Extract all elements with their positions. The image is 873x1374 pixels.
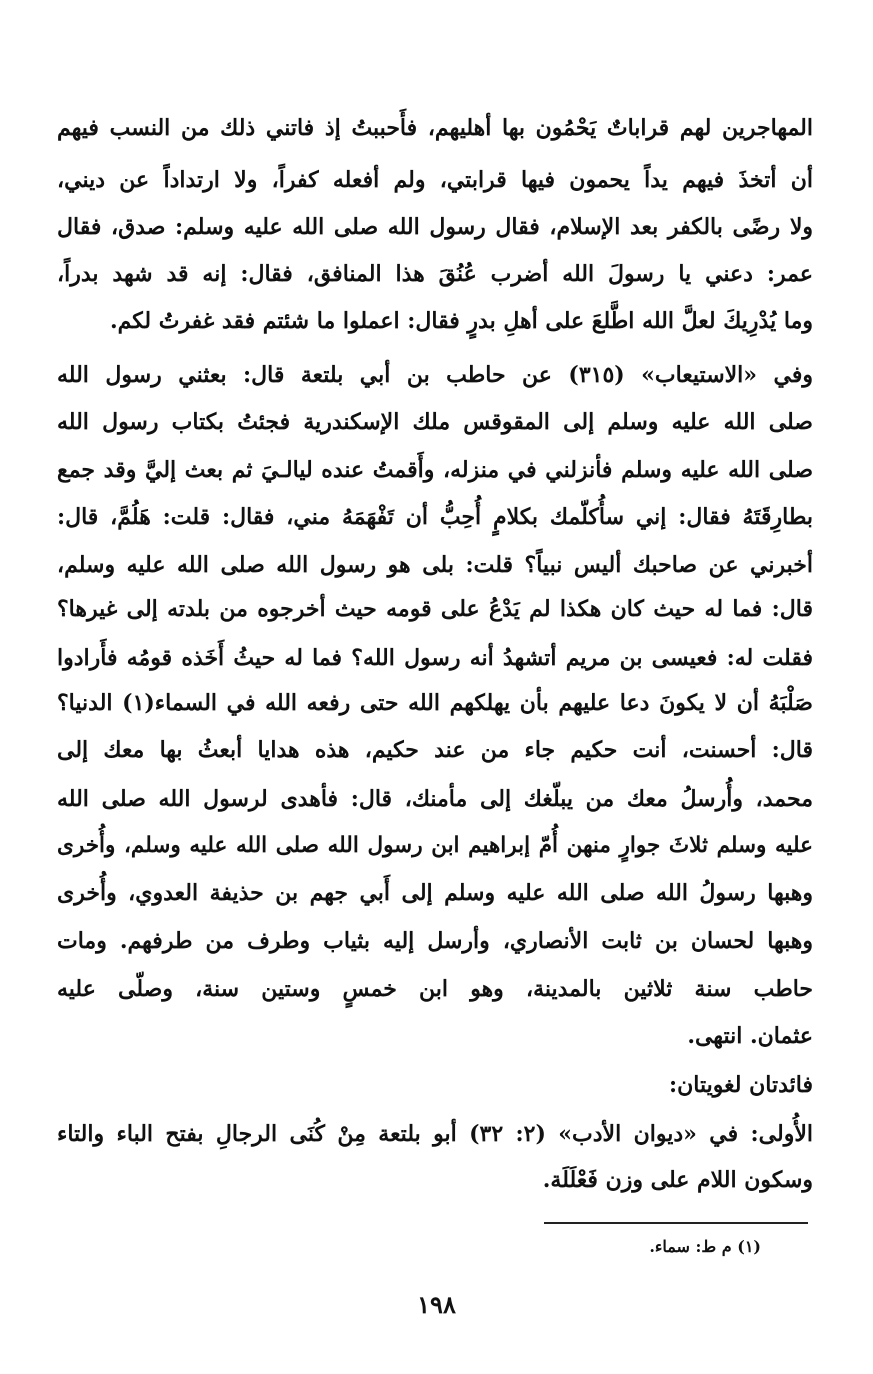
text-line: وهبها رسولُ الله صلى الله عليه وسلم إلى أَبي جهم بن حذيفة العدوي، وأُخرى	[57, 880, 813, 906]
text-line: الأُولى: في «ديوان الأدب» (٢: ٣٢) أبو بلتعة مِنْ كُنَى الرجالِ بفتح الباء والتاء	[57, 1121, 813, 1147]
text-line: وفي «الاستيعاب» (٣١٥) عن حاطب بن أبي بلتعة قال: بعثني رسول الله	[57, 362, 813, 388]
text-line: عليه وسلم ثلاثَ جوارٍ منهن أُمّ إبراهيم ابن رسول الله صلى الله عليه وسلم، وأُخرى	[57, 833, 813, 858]
text-line: عثمان. انتهى.	[687, 1023, 813, 1049]
text-line: ولا رضًى بالكفر بعد الإسلام، فقال رسول الله صلى الله عليه وسلم: صدق، فقال	[57, 214, 813, 240]
text-line: حاطب سنة ثلاثين بالمدينة، وهو ابن خمسٍ وستين سنة، وصلّى عليه	[57, 976, 813, 1002]
text-line: قال: فما له حيث كان هكذا لم يَدْعُ على قومه حيث أخرجوه من بلدته إلى غيرها؟	[57, 596, 813, 622]
text-line: صَلْبَهُ أن لا يكونَ دعا عليهم بأن يهلكهم الله حتى رفعه الله في السماء(١) الدنيا؟	[57, 690, 813, 716]
text-line: محمد، وأُرسلُ معك من يبلّغك إلى مأمنك، قال: فأهدى لرسول الله صلى الله	[57, 786, 813, 812]
text-line: وسكون اللام على وزن فَعْلَلَة.	[542, 1167, 813, 1193]
text-line: صلى الله عليه وسلم فأنزلني في منزله، وأَقمتُ عنده ليالـيَ ثم بعث إليَّ وقد جمع	[57, 457, 813, 483]
text-line: أخبرني عن صاحبك أليس نبياً؟ قلت: بلى هو رسول الله صلى الله عليه وسلم،	[57, 552, 813, 578]
text-line: فقلت له: فعيسى بن مريم أتشهدُ أنه رسول الله؟ فما له حيثُ أَخَذه قومُه فأَرادوا	[57, 645, 813, 671]
text-line: المهاجرين لهم قراباتٌ يَحْمُون بها أهليهم، فأَحببتُ إذ فاتني ذلك من النسب فيهم	[57, 115, 813, 141]
text-line: عمر: دعني يا رسولَ الله أضرب عُنُقَ هذا المنافق، فقال: إنه قد شهد بدراً،	[57, 261, 813, 287]
text-line: أن أتخذَ فيهم يداً يحمون فيها قرابتي، ولم أفعله كفراً، ولا ارتداداً عن ديني،	[57, 167, 813, 193]
text-line: وما يُدْرِيكَ لعلَّ الله اطَّلعَ على أهلِ بدرٍ فقال: اعملوا ما شئتم فقد غفرتُ لكم.	[109, 308, 813, 334]
section-heading: فائدتان لغويتان:	[669, 1072, 813, 1098]
footnote: (١) م ط: سماء.	[649, 1237, 761, 1256]
text-line: بطارِقَتَهُ فقال: إني سأُكلّمك بكلامٍ أُحِبُّ أن تَفْهَمَهُ مني، فقال: قلت: هَلُمَّ، قال:	[57, 504, 813, 530]
footnote-divider	[544, 1222, 808, 1224]
page-number: ١٩٨	[417, 1290, 456, 1319]
text-line: وهبها لحسان بن ثابت الأنصاري، وأرسل إليه بثياب وطرف من طرفهم. ومات	[57, 928, 813, 954]
text-line: قال: أحسنت، أنت حكيم جاء من عند حكيم، هذه هدايا أبعثُ بها معك إلى	[57, 737, 813, 763]
text-line: صلى الله عليه وسلم إلى المقوقس ملك الإسكندرية فجئتُ بكتاب رسول الله	[57, 409, 813, 435]
